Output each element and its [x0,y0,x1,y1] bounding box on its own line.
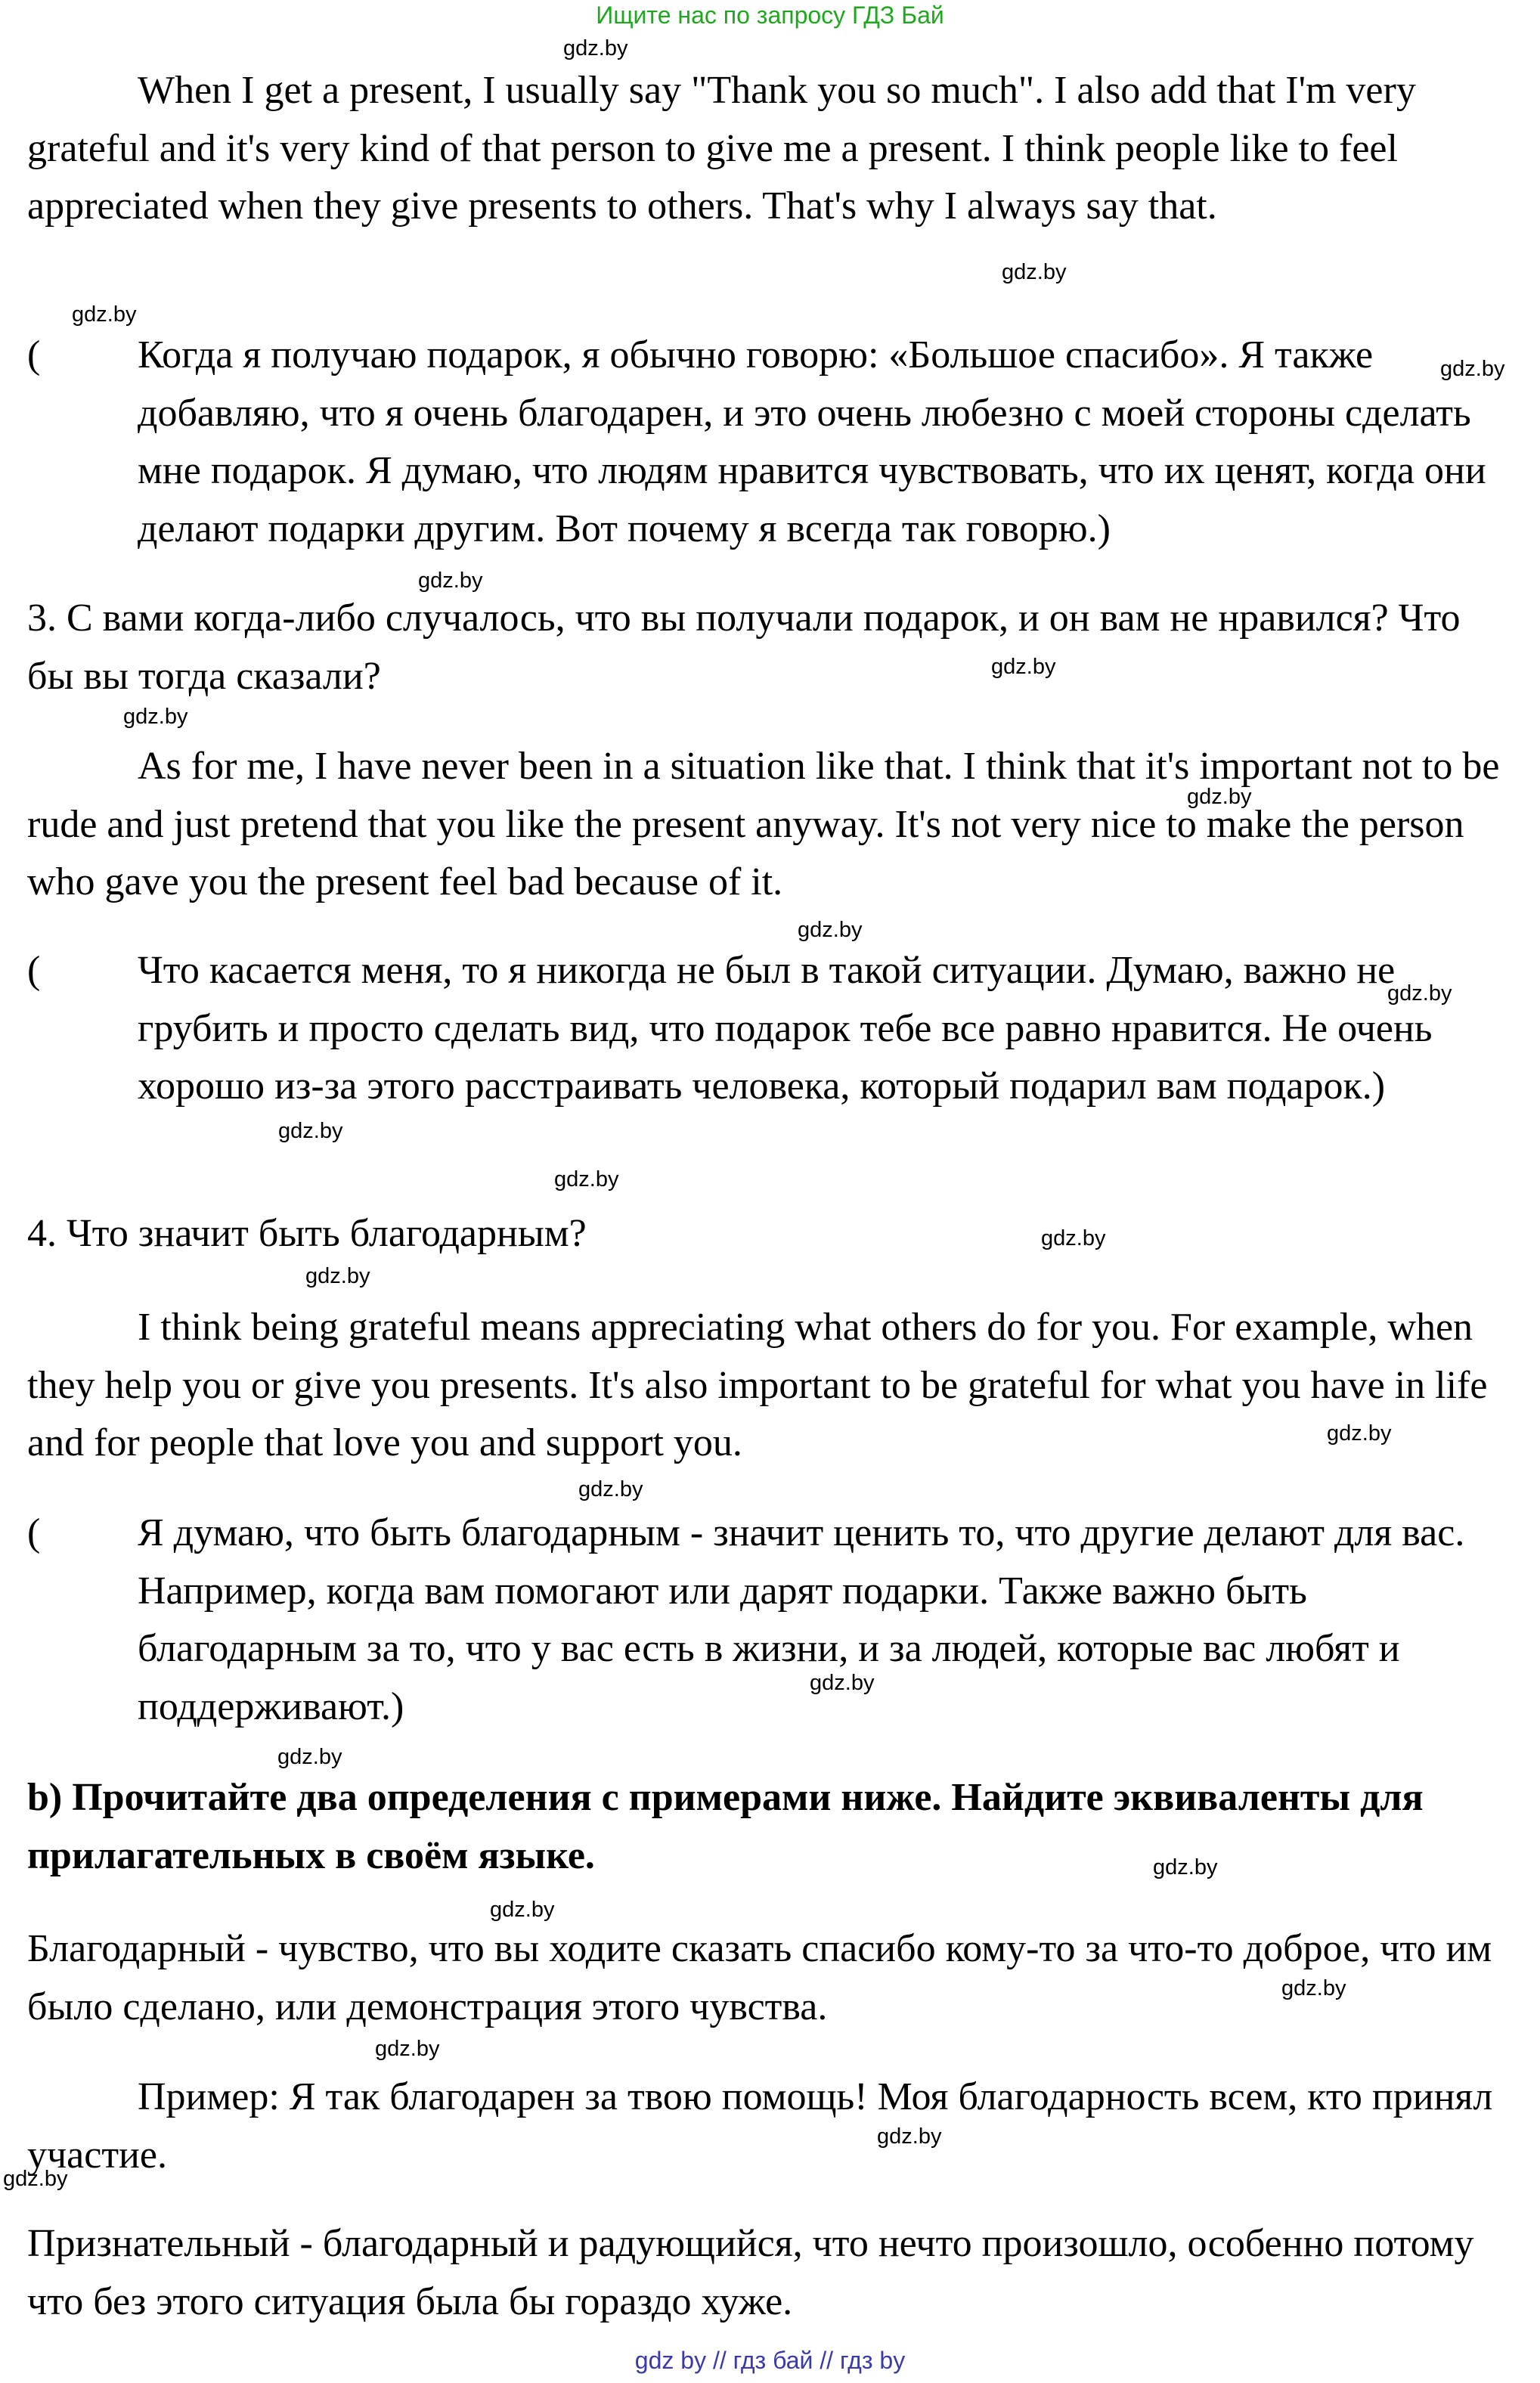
open-paren: ( [27,1511,41,1554]
definition-grateful: Благодарный - чувство, что вы ходите сказать спасибо кому-то за что-то доброе, что им было сделано, или демонстрация этого чувства. [27,1927,1492,2028]
answer-4-translation [27,1504,1509,1736]
answer-3-english: As for me, I have never been in a situation like that. I think that it's important not to be rude and just pretend that you like the present anyway. It's not very nice to make the person who gave you the present feel bad because of it. [27,745,1500,903]
answer-2-english: When I get a present, I usually say "Thank you so much". I also add that I'm very grateful and it's very kind of that person to give me a present. I think people like to feel appreciated when they give presents to others. That's why I always say that. [27,69,1416,228]
search-hint-link[interactable]: Ищите нас по запросу ГДЗ Бай [596,2,944,29]
watermark: gdz.by [1327,1421,1392,1446]
watermark: gdz.by [278,1119,343,1143]
answer-3-translation [27,942,1509,1116]
watermark: gdz.by [578,1477,643,1501]
question-3: 3. С вами когда-либо случалось, что вы получали подарок, и он вам не нравился? Что бы вы тогда сказали? [27,597,1461,698]
translation-text: Я думаю, что быть благодарным - значит ценить то, что другие делают для вас. Например, когда вам помогают или дарят подарки. Также важно быть благодарным за то, что у вас есть в жизни, и за людей, которые вас любят и поддерживают.) [138,1511,1465,1728]
watermark: gdz.by [72,302,137,327]
answer-2-translation [27,327,1509,558]
watermark: gdz.by [554,1167,619,1192]
task-b-heading: b) Прочитайте два определения с примерами ниже. Найдите эквиваленты для прилагательных в своём языке. [27,1776,1424,1877]
footer-links[interactable]: gdz by // гдз бай // гдз by [634,2347,906,2374]
watermark: gdz.by [1387,981,1452,1006]
watermark: gdz.by [490,1898,555,1922]
watermark: gdz.by [1440,357,1505,381]
watermark: gdz.by [798,918,863,942]
translation-text: Что касается меня, то я никогда не был в такой ситуации. Думаю, важно не грубить и просто сделать вид, что подарок тебе все равно нравится. Не очень хорошо из-за этого расстраивать человека, который подарил вам подарок.) [138,949,1433,1108]
watermark: gdz.by [877,2124,942,2149]
watermark: gdz.by [1041,1226,1106,1250]
watermark: gdz.by [563,36,628,60]
watermark: gdz.by [418,569,483,593]
watermark: gdz.by [1187,785,1252,809]
answer-4-english: I think being grateful means appreciating what others do for you. For example, when they help you or give you presents. It's also important to be grateful for what you have in life and for people that love you and support you. [27,1306,1488,1464]
open-paren: ( [27,333,41,377]
definition-thankful: Признательный - благодарный и радующийся, что нечто произошло, особенно потому что без этого ситуация была бы гораздо хуже. [27,2222,1474,2323]
watermark: gdz.by [1002,260,1067,284]
watermark: gdz.by [277,1745,342,1769]
question-4: 4. Что значит быть благодарным? [27,1212,587,1255]
watermark: gdz.by [375,2037,440,2061]
watermark: gdz.by [991,655,1056,679]
definition-grateful-example: Пример: Я так благодарен за твою помощь! Моя благодарность всем, кто принял участие. [27,2075,1493,2177]
watermark: gdz.by [810,1671,875,1695]
watermark: gdz.by [1153,1855,1218,1879]
watermark: gdz.by [305,1264,370,1288]
watermark: gdz.by [1281,1976,1346,2000]
watermark: gdz.by [3,2167,68,2191]
translation-text: Когда я получаю подарок, я обычно говорю: «Большое спасибо». Я также добавляю, что я очень благодарен, и это очень любезно с моей стороны сделать мне подарок. Я думаю, что людям нравится чувствовать, что их ценят, когда они делают подарки другим. Вот почему я всегда так говорю.) [138,333,1486,550]
open-paren: ( [27,949,41,992]
watermark: gdz.by [123,705,188,729]
